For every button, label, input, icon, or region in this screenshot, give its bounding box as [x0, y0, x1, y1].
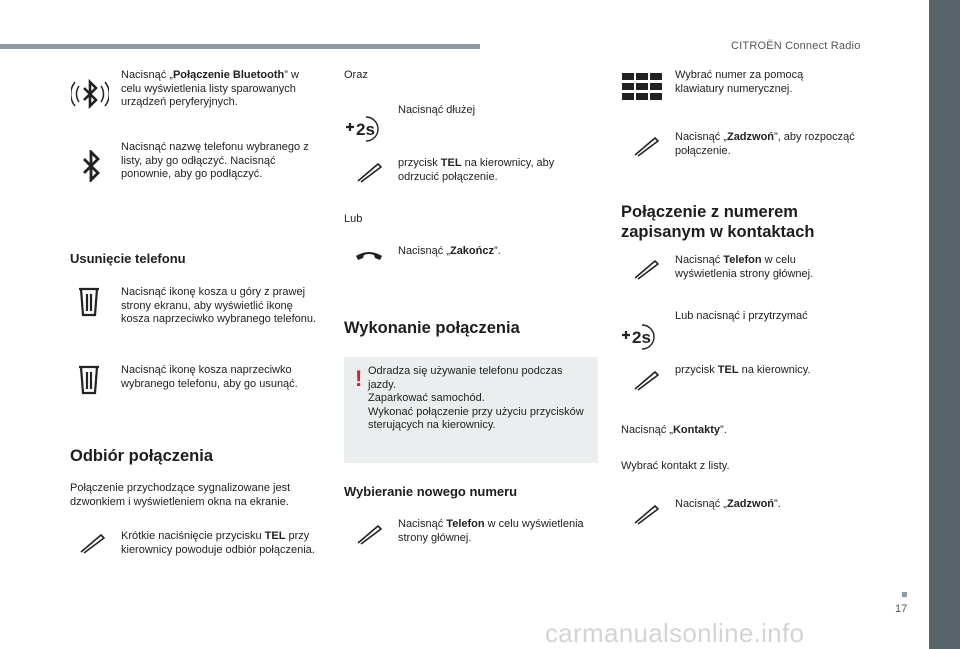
dial-step-text: Nacisnąć Telefon w celu wyświetlenia strony głównej.	[398, 518, 584, 544]
trash-icon	[78, 365, 100, 395]
bluetooth-circle-icon	[71, 73, 109, 115]
press-long-text: Nacisnąć dłużej	[398, 104, 476, 116]
lub-text: Lub	[344, 213, 363, 225]
keypad-text: Wybrać numer za pomocą klawiatury numerycznej.	[675, 69, 804, 95]
call-press-text: Nacisnąć „Zadzwoń”, aby rozpocząć połączenie.	[675, 131, 855, 157]
finger-press-icon	[633, 258, 659, 280]
header-rule	[0, 44, 480, 49]
bt-name-text: Nacisnąć nazwę telefonu wybranego z listy, aby go odłączyć. Nacisnąć ponownie, aby go podłączyć.	[121, 141, 309, 180]
warning-icon: !	[355, 366, 363, 391]
trash-icon	[78, 287, 100, 317]
finger-press-icon	[633, 369, 659, 391]
call-heading: Wykonanie połączenia	[344, 319, 520, 337]
svg-text:2s: 2s	[356, 120, 375, 139]
remove-step2-text: Nacisnąć ikonę kosza naprzeciwko wybranego telefonu, aby go usunąć.	[121, 364, 298, 390]
dial-heading: Wybieranie nowego numeru	[344, 484, 518, 499]
hold-2s-icon	[620, 323, 662, 351]
warning-text: Odradza się używanie telefonu podczas jazdy. Zaparkować samochód. Wykonać połączenie przy użyciu przycisków sterujących na kierownicy.	[368, 365, 584, 431]
watermark: carmanualsonline.info	[545, 618, 805, 648]
brand-title: CITROËN Connect Radio	[731, 40, 861, 52]
hang-up-icon	[354, 247, 384, 263]
finger-press-icon	[356, 161, 382, 183]
page-marker	[902, 592, 907, 597]
finger-press-icon	[356, 523, 382, 545]
finger-press-icon	[79, 532, 105, 554]
receive-text: Połączenie przychodzące sygnalizowane jest dzwonkiem i wyświetleniem okna na ekranie.	[70, 482, 291, 508]
tel-press-text: przycisk TEL na kierownicy.	[675, 364, 811, 376]
keypad-icon	[622, 73, 662, 101]
receive-step-text: Krótkie naciśnięcie przycisku TEL przy kierownicy powoduje odbiór połączenia.	[121, 530, 315, 556]
select-contact-text: Wybrać kontakt z listy.	[621, 460, 730, 472]
finger-press-icon	[633, 503, 659, 525]
remove-heading: Usunięcie telefonu	[70, 251, 186, 266]
side-band	[929, 0, 960, 649]
bluetooth-icon	[82, 150, 100, 182]
phone-press-text: Nacisnąć Telefon w celu wyświetlenia strony głównej.	[675, 254, 814, 280]
end-call-text: Nacisnąć „Zakończ”.	[398, 245, 501, 257]
contact-heading: Połączenie z numerem zapisanym w kontaktach	[621, 203, 815, 241]
hold-2s-icon	[344, 115, 386, 143]
oraz-text: Oraz	[344, 69, 368, 81]
page-number: 17	[895, 603, 908, 615]
receive-heading: Odbiór połączenia	[70, 447, 214, 465]
contacts-press-text: Nacisnąć „Kontakty”.	[621, 424, 727, 436]
finger-press-icon	[633, 135, 659, 157]
remove-step1-text: Nacisnąć ikonę kosza u góry z prawej strony ekranu, aby wyświetlić ikonę kosza naprzeciwko wybranego telefonu.	[121, 286, 317, 325]
hold-press-text: Lub nacisnąć i przytrzymać	[675, 310, 808, 322]
svg-text:2s: 2s	[632, 328, 651, 347]
call-press2-text: Nacisnąć „Zadzwoń”.	[675, 498, 781, 510]
bt-connect-text: Nacisnąć „Połączenie Bluetooth” w celu wyświetlenia listy sparowanych urządzeń peryferyjnych.	[121, 69, 299, 108]
tel-reject-text: przycisk TEL na kierownicy, aby odrzucić połączenie.	[398, 157, 555, 183]
